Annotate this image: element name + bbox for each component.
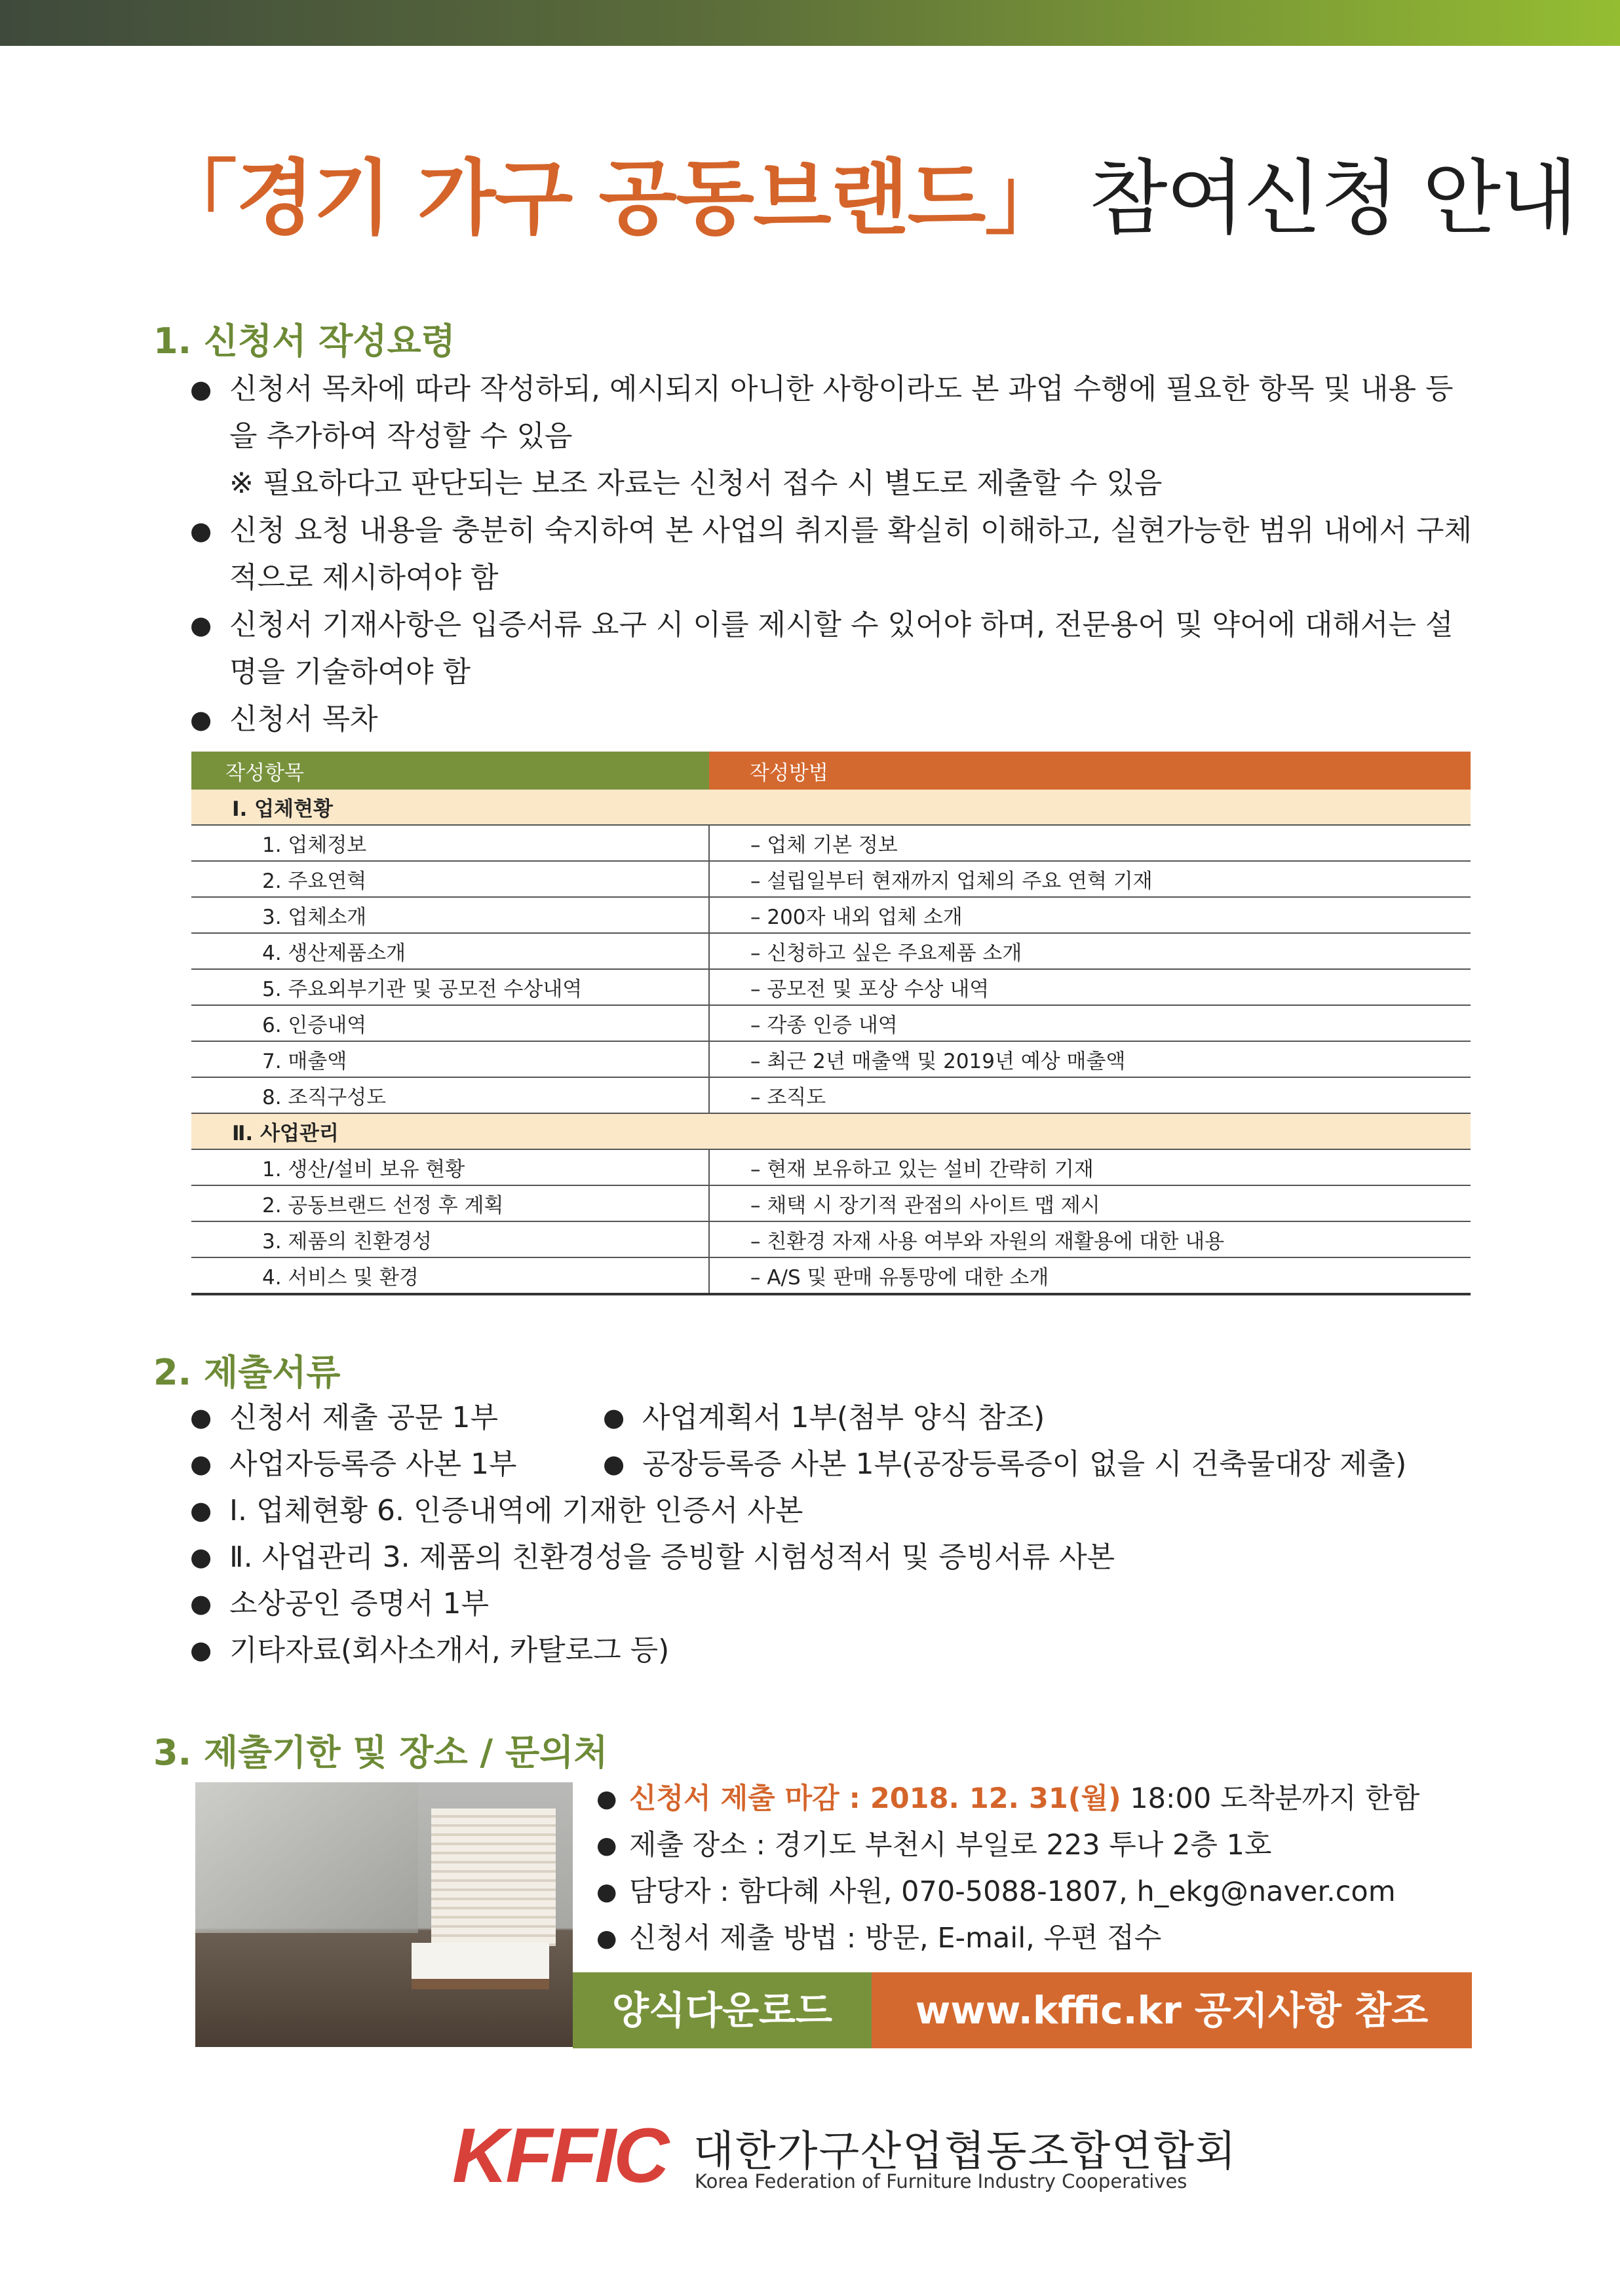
- table-row: [191, 1041, 1471, 1077]
- title-highlight: 「경기 가구 공동브랜드」: [156, 151, 1065, 246]
- photo-bed: [412, 1943, 549, 1989]
- page-title: [156, 149, 1577, 248]
- org-name-english: Korea Federation of Furniture Industry Cooperatives: [695, 2170, 1187, 2192]
- table-row: [191, 1149, 1471, 1185]
- list-item: ● 기타자료(회사소개서, 카탈로그 등): [190, 1627, 669, 1674]
- toc-header-item: 작성항목: [191, 752, 709, 790]
- toc-desc: – 친환경 자재 사용 여부와 자원의 재활용에 대한 내용: [709, 1221, 1471, 1257]
- list-item: ● 신청서 목차: [190, 696, 1475, 743]
- list-item: ● Ⅰ. 업체현황 6. 인증내역에 기재한 인증서 사본: [190, 1487, 803, 1534]
- list-item: ● 신청서 기재사항은 입증서류 요구 시 이를 제시할 수 있어야 하며, 전문용어 및 약어에 대해서는 설명을 기술하여야 함: [190, 602, 1475, 696]
- list-item: ● 공장등록증 사본 1부(공장등록증이 없을 시 건축물대장 제출): [603, 1441, 1406, 1487]
- toc-desc: – 최근 2년 매출액 및 2019년 예상 매출액: [709, 1041, 1471, 1077]
- section1-heading: 1. 신청서 작성요령: [153, 320, 455, 362]
- toc-group-title: Ⅰ. 업체현황: [191, 790, 1471, 825]
- bedroom-photo: [195, 1782, 573, 2047]
- toc-item: 2. 공동브랜드 선정 후 계획: [191, 1185, 709, 1221]
- toc-desc: – 각종 인증 내역: [709, 1005, 1471, 1041]
- website-link[interactable]: www.kffic.kr 공지사항 참조: [872, 1972, 1472, 2048]
- title-rest: 참여신청 안내: [1089, 151, 1577, 246]
- section2-heading: 2. 제출서류: [153, 1352, 341, 1393]
- table-row: [191, 861, 1471, 897]
- table-row: [191, 969, 1471, 1005]
- table-row: [191, 825, 1471, 861]
- list-item: ● 사업계획서 1부(첨부 양식 참조): [603, 1394, 1045, 1441]
- table-row: [191, 1257, 1471, 1294]
- toc-desc: – 설립일부터 현재까지 업체의 주요 연혁 기재: [709, 861, 1471, 897]
- toc-item: 6. 인증내역: [191, 1005, 709, 1041]
- toc-item: 1. 업체정보: [191, 825, 709, 861]
- list-item: ● 신청서 제출 공문 1부: [190, 1394, 498, 1441]
- toc-item: 7. 매출액: [191, 1041, 709, 1077]
- section1-bullets: [190, 366, 1475, 743]
- toc-item: 5. 주요외부기관 및 공모전 수상내역: [191, 969, 709, 1005]
- table-row: [191, 1185, 1471, 1221]
- deadline-rest: 18:00 도착분까지 한함: [1121, 1782, 1420, 1815]
- list-item: ● 소상공인 증명서 1부: [190, 1580, 489, 1627]
- toc-group-title: Ⅱ. 사업관리: [191, 1113, 1471, 1149]
- list-item: ● 신청 요청 내용을 충분히 숙지하여 본 사업의 취지를 확실히 이해하고, 실현가능한 범위 내에서 구체적으로 제시하여야 함: [190, 507, 1475, 602]
- note-text: ※ 필요하다고 판단되는 보조 자료는 신청서 접수 시 별도로 제출할 수 있음: [229, 467, 1163, 500]
- photo-wall: [195, 1782, 418, 1933]
- toc-header-method: 작성방법: [709, 752, 1471, 790]
- toc-table: [191, 752, 1471, 1295]
- toc-item: 2. 주요연혁: [191, 861, 709, 897]
- method-line: ● 신청서 제출 방법 : 방문, E-mail, 우편 접수: [596, 1915, 1475, 1962]
- table-row: [191, 1005, 1471, 1041]
- toc-desc: – 신청하고 싶은 주요제품 소개: [709, 933, 1471, 969]
- deadline-label: 신청서 제출 마감 : 2018. 12. 31(월): [629, 1782, 1121, 1815]
- top-gradient-bar: [0, 0, 1620, 46]
- toc-item: 8. 조직구성도: [191, 1077, 709, 1113]
- toc-item: 4. 서비스 및 환경: [191, 1257, 709, 1294]
- table-row: [191, 897, 1471, 933]
- contact-line: ● 담당자 : 함다혜 사원, 070-5088-1807, h_ekg@naver.com: [596, 1869, 1475, 1915]
- list-item: ● 사업자등록증 사본 1부: [190, 1441, 517, 1487]
- toc-item: 1. 생산/설비 보유 현황: [191, 1149, 709, 1185]
- place-line: ● 제출 장소 : 경기도 부천시 부일로 223 투나 2층 1호: [596, 1822, 1475, 1869]
- toc-desc: – 현재 보유하고 있는 설비 간략히 기재: [709, 1149, 1471, 1185]
- deadline-line: [596, 1776, 1475, 1822]
- list-item: ● 신청서 목차에 따라 작성하되, 예시되지 아니한 사항이라도 본 과업 수행에 필요한 항목 및 내용 등을 추가하여 작성할 수 있음: [190, 366, 1475, 460]
- toc-item: 3. 제품의 친환경성: [191, 1221, 709, 1257]
- section3-heading: 3. 제출기한 및 장소 / 문의처: [153, 1732, 608, 1773]
- toc-desc: – 조직도: [709, 1077, 1471, 1113]
- toc-desc: – 공모전 및 포상 수상 내역: [709, 969, 1471, 1005]
- toc-desc: – 200자 내외 업체 소개: [709, 897, 1471, 933]
- download-button[interactable]: 양식다운로드: [573, 1972, 872, 2048]
- section3-info: [596, 1776, 1475, 1962]
- toc-item: 4. 생산제품소개: [191, 933, 709, 969]
- toc-desc: – 채택 시 장기적 관점의 사이트 맵 제시: [709, 1185, 1471, 1221]
- toc-desc: – 업체 기본 정보: [709, 825, 1471, 861]
- kffic-logo: KFFIC: [452, 2113, 667, 2199]
- org-name-korean: 대한가구산업협동조합연합회: [693, 2128, 1237, 2176]
- section2-list: [190, 1394, 1475, 1674]
- table-row: [191, 1077, 1471, 1113]
- toc-desc: – A/S 및 판매 유통망에 대한 소개: [709, 1257, 1471, 1294]
- photo-window-blind: [431, 1808, 556, 1946]
- list-item: ● Ⅱ. 사업관리 3. 제품의 친환경성을 증빙할 시험성적서 및 증빙서류 사본: [190, 1534, 1115, 1580]
- table-row: [191, 1221, 1471, 1257]
- table-row: [191, 933, 1471, 969]
- toc-item: 3. 업체소개: [191, 897, 709, 933]
